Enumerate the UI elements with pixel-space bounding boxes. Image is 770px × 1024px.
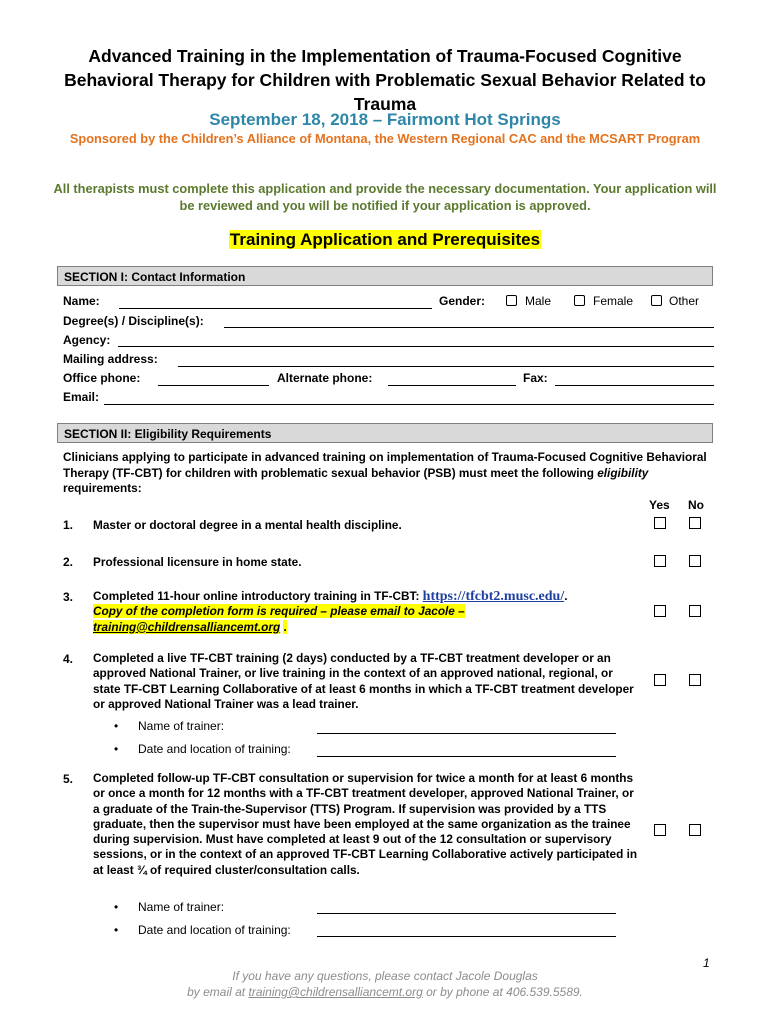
- gender-other-label: Other: [669, 294, 700, 308]
- yes-column-header: Yes: [649, 498, 670, 512]
- gender-male-checkbox[interactable]: [506, 295, 517, 306]
- item-5-date-bullet: •: [114, 923, 119, 937]
- degree-label: Degree(s) / Discipline(s):: [63, 314, 204, 328]
- item-5-text: Completed follow-up TF-CBT consultation or supervision for twice a month for at least 6 months or once a month for 12 months with a TF-CBT treatment developer, approved National Trainer, or a graduate of the Train-the-Supervisor (TTS) Program. If supervision was provided by a TTS graduate, then the supervisor must have been employed at the same organization as the trainee during supervision. Must have completed at least 9 out of the 12 consultation or supervisory sessions, or in the context of an approved TF-CBT Learning Collaborative actively participated in at least ¾ of required cluster/consultation calls.: [93, 771, 638, 877]
- item-2-yes-checkbox[interactable]: [654, 555, 666, 567]
- sponsor-text: Sponsored by the Children’s Alliance of Montana, the Western Regional CAC and the MCSART Program: [69, 131, 701, 146]
- item-4-trainer-bullet: •: [114, 719, 119, 733]
- item-4-trainer-label: Name of trainer:: [138, 719, 225, 733]
- date-location: September 18, 2018 – Fairmont Hot Springs: [209, 110, 561, 129]
- mailing-label: Mailing address:: [63, 352, 158, 366]
- item-2-text: Professional licensure in home state.: [93, 555, 302, 569]
- gender-female-label: Female: [593, 294, 634, 308]
- gender-male-label: Male: [525, 294, 552, 308]
- agency-field[interactable]: [118, 346, 714, 347]
- footer: [0, 968, 770, 1000]
- item-4-trainer-field[interactable]: [317, 733, 616, 734]
- item-5-trainer-bullet: •: [114, 900, 119, 914]
- item-2-number: 2.: [63, 555, 74, 569]
- name-label: Name:: [63, 294, 100, 308]
- item-3-url[interactable]: https://tfcbt2.musc.edu/: [422, 589, 565, 604]
- no-column-header: No: [688, 498, 704, 512]
- section2-heading: SECTION II: Eligibility Requirements: [57, 423, 713, 443]
- document-title: [40, 44, 730, 116]
- page-number: 1: [703, 956, 710, 970]
- office-phone-label: Office phone:: [63, 371, 141, 385]
- title-line-2: Behavioral Therapy for Children with Problematic Sexual Behavior Related to: [64, 70, 706, 90]
- gender-label: Gender:: [439, 294, 486, 308]
- item-3-number: 3.: [63, 590, 74, 604]
- agency-label: Agency:: [63, 333, 111, 347]
- item-3-text: Completed 11-hour online introductory training in TF-CBT:: [93, 589, 420, 603]
- footer-line-2: [0, 984, 770, 1000]
- alternate-phone-field[interactable]: [388, 385, 516, 386]
- application-title-text: Training Application and Prerequisites: [229, 230, 541, 249]
- item-4-text: Completed a live TF-CBT training (2 days) conducted by a TF-CBT treatment developer or an approved National Trainer, or live training in the context of an approved national, regional, or state TF-CBT Learning Collaborative of at least 6 months in which a TF-CBT treatment developer or approved National Trainer was a lead trainer.: [93, 651, 634, 711]
- item-5-number: 5.: [63, 772, 74, 786]
- intro-text: Clinicians applying to participate in advanced training on implementation of Trauma-Focused Cognitive Behavioral Therapy (TF-CBT) for children with problematic sexual behavior (PSB) must meet the following: [63, 450, 707, 480]
- intro-emphasis: eligibility: [597, 465, 649, 480]
- notice-text: All therapists must complete this application and provide the necessary documentation. Your application will be reviewed and you will be notified if your application is approved.: [53, 181, 717, 213]
- title-line-1: Advanced Training in the Implementation of Trauma-Focused Cognitive: [88, 46, 682, 66]
- section1-heading: SECTION I: Contact Information: [57, 266, 713, 286]
- item-4-date-location-field[interactable]: [317, 756, 616, 757]
- gender-female-checkbox[interactable]: [574, 295, 585, 306]
- intro-end: requirements:: [63, 481, 142, 495]
- item-3-text-block: [93, 589, 653, 635]
- application-title: [0, 230, 770, 250]
- item-4-yes-checkbox[interactable]: [654, 674, 666, 686]
- item-5-trainer-field[interactable]: [317, 913, 616, 914]
- item-1-no-checkbox[interactable]: [689, 517, 701, 529]
- item-3-note: Copy of the completion form is required – please email to Jacole –: [93, 604, 465, 619]
- footer-line-2-start: by email at: [187, 985, 246, 999]
- email-label: Email:: [63, 390, 100, 404]
- footer-email-link[interactable]: training@childrensalliancemt.org: [248, 985, 423, 999]
- item-3-yes-checkbox[interactable]: [654, 605, 666, 617]
- item-4-no-checkbox[interactable]: [689, 674, 701, 686]
- item-1-number: 1.: [63, 518, 74, 532]
- name-field[interactable]: [119, 308, 432, 309]
- item-1-text: Master or doctoral degree in a mental health discipline.: [93, 518, 402, 532]
- footer-line-1: If you have any questions, please contact Jacole Douglas: [232, 969, 538, 983]
- gender-other-checkbox[interactable]: [651, 295, 662, 306]
- item-4-date-bullet: •: [114, 742, 119, 756]
- item-5-date-location-field[interactable]: [317, 936, 616, 937]
- item-4-date-location-label: Date and location of training:: [138, 742, 291, 756]
- item-5-yes-checkbox[interactable]: [654, 824, 666, 836]
- item-1-yes-checkbox[interactable]: [654, 517, 666, 529]
- email-field[interactable]: [104, 404, 714, 405]
- office-phone-field[interactable]: [158, 385, 269, 386]
- fax-field[interactable]: [555, 385, 714, 386]
- item-3-no-checkbox[interactable]: [689, 605, 701, 617]
- mailing-field[interactable]: [178, 366, 714, 367]
- item-5-no-checkbox[interactable]: [689, 824, 701, 836]
- title-line-3: Trauma: [353, 94, 417, 114]
- alternate-phone-label: Alternate phone:: [277, 371, 373, 385]
- item-4-number: 4.: [63, 652, 74, 666]
- eligibility-intro: [63, 450, 713, 497]
- degree-field[interactable]: [224, 327, 714, 328]
- item-5-trainer-label: Name of trainer:: [138, 900, 225, 914]
- item-3-note-end: .: [283, 619, 287, 634]
- item-3-email-link[interactable]: training@childrensalliancemt.org: [93, 619, 281, 634]
- fax-label: Fax:: [523, 371, 548, 385]
- item-3-url-end: .: [564, 589, 568, 603]
- item-2-no-checkbox[interactable]: [689, 555, 701, 567]
- item-5-date-location-label: Date and location of training:: [138, 923, 291, 937]
- footer-line-2-end: or by phone at 406.539.5589.: [426, 985, 583, 999]
